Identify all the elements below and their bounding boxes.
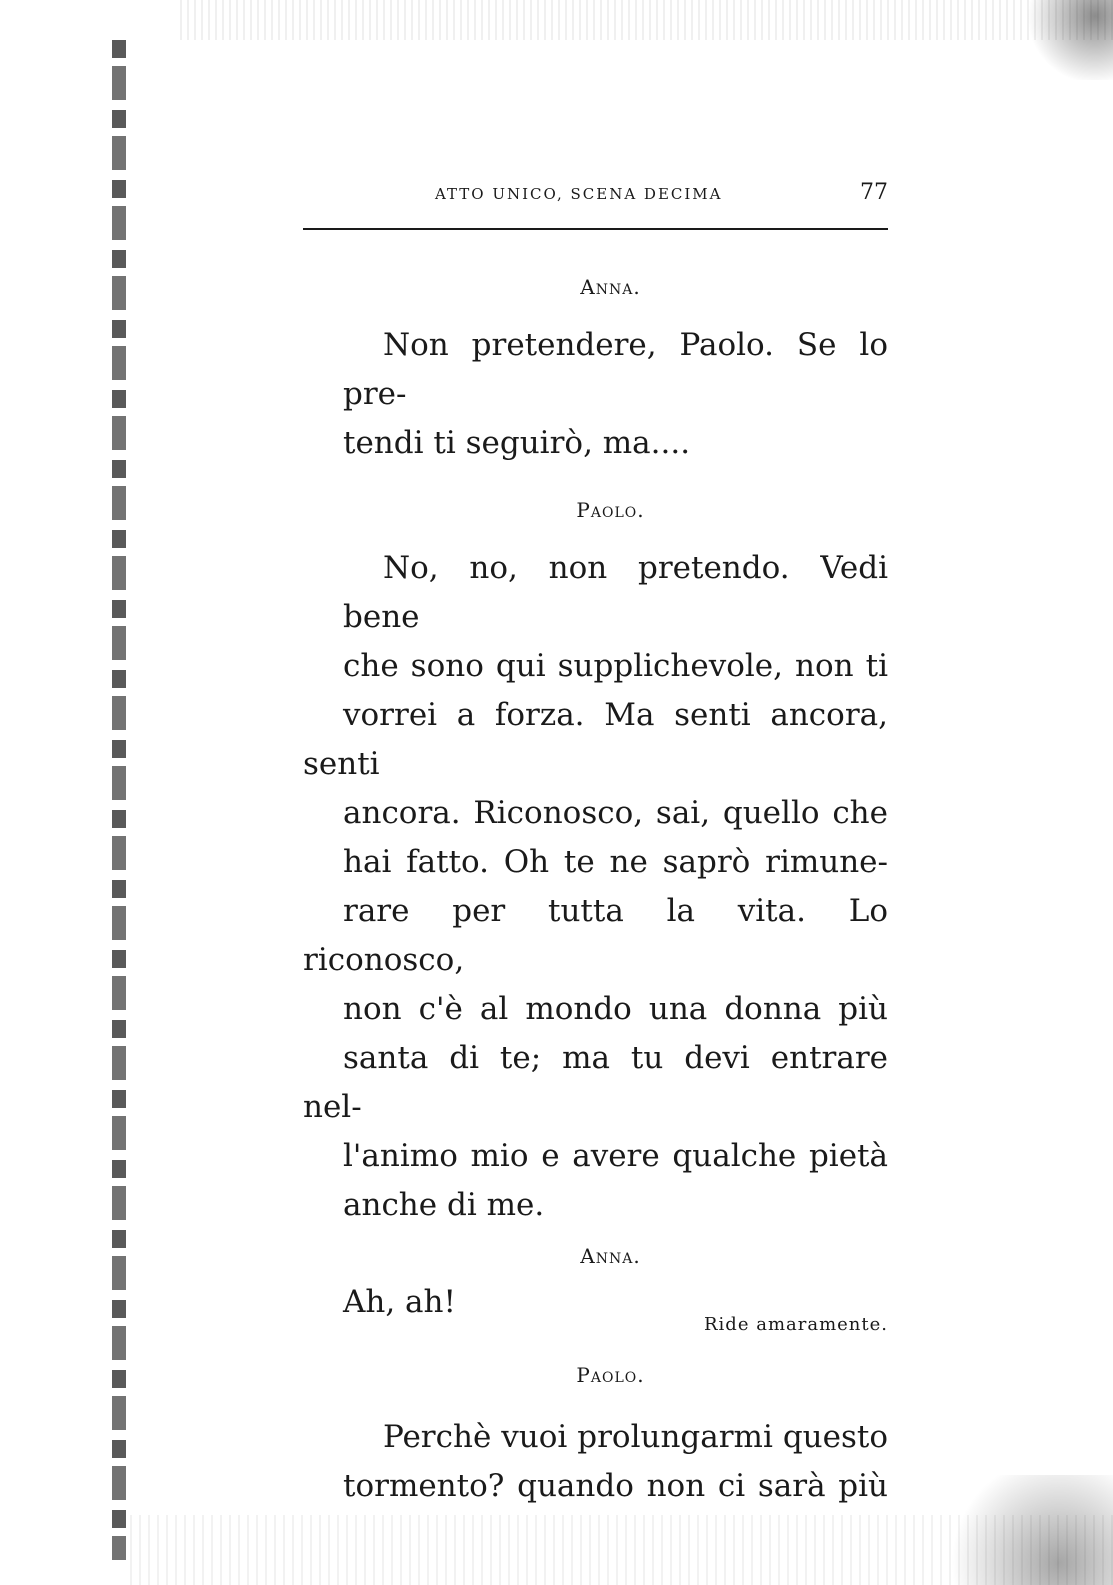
text-line: rare per tutta la vita. Lo riconosco, xyxy=(303,893,888,978)
dialogue-with-stage-direction xyxy=(303,1278,888,1335)
scan-binding-edge xyxy=(112,40,126,1560)
text-line: tormento? quando non ci sarà più xyxy=(343,1468,888,1504)
text-line: Ah, ah! xyxy=(343,1284,456,1320)
speaker-name: Paolo. xyxy=(576,498,645,522)
text-line: anche di me. xyxy=(343,1187,545,1223)
dialogue-paragraph xyxy=(303,544,888,1230)
text-line: No, no, non pretendo. Vedi bene xyxy=(343,550,888,635)
text-line: ancora. Riconosco, sai, quello che xyxy=(343,795,888,831)
scan-noise-top xyxy=(180,0,1113,40)
book-page xyxy=(303,180,888,1511)
text-line: che sono qui supplichevole, non ti xyxy=(343,648,888,684)
text-line: hai fatto. Oh te ne saprò rimune- xyxy=(343,844,888,880)
stage-direction: Ride amaramente. xyxy=(704,1314,888,1335)
dialogue-paragraph xyxy=(303,1413,888,1511)
scan-blot-top-right xyxy=(1023,0,1113,80)
scan-blot-bottom-right xyxy=(933,1475,1113,1585)
text-line: l'animo mio e avere qualche pietà xyxy=(343,1138,888,1174)
text-line: tendi ti seguirò, ma.... xyxy=(343,425,691,461)
text-line: Non pretendere, Paolo. Se lo pre- xyxy=(343,327,888,412)
speaker-name: Anna. xyxy=(580,275,641,299)
speaker-name: Paolo. xyxy=(576,1363,645,1387)
speaker-name: Anna. xyxy=(580,1244,641,1268)
text-line: santa di te; ma tu devi entrare nel- xyxy=(303,1040,888,1125)
text-line: Perchè vuoi prolungarmi questo xyxy=(383,1419,888,1455)
text-line: non c'è al mondo una donna più xyxy=(343,991,888,1027)
running-title: ATTO UNICO, SCENA DECIMA xyxy=(435,185,723,203)
dialogue-paragraph xyxy=(303,321,888,468)
page-number: 77 xyxy=(860,180,888,205)
running-head xyxy=(303,180,888,220)
header-rule xyxy=(303,228,888,230)
text-line: vorrei a forza. Ma senti ancora, senti xyxy=(303,697,888,782)
